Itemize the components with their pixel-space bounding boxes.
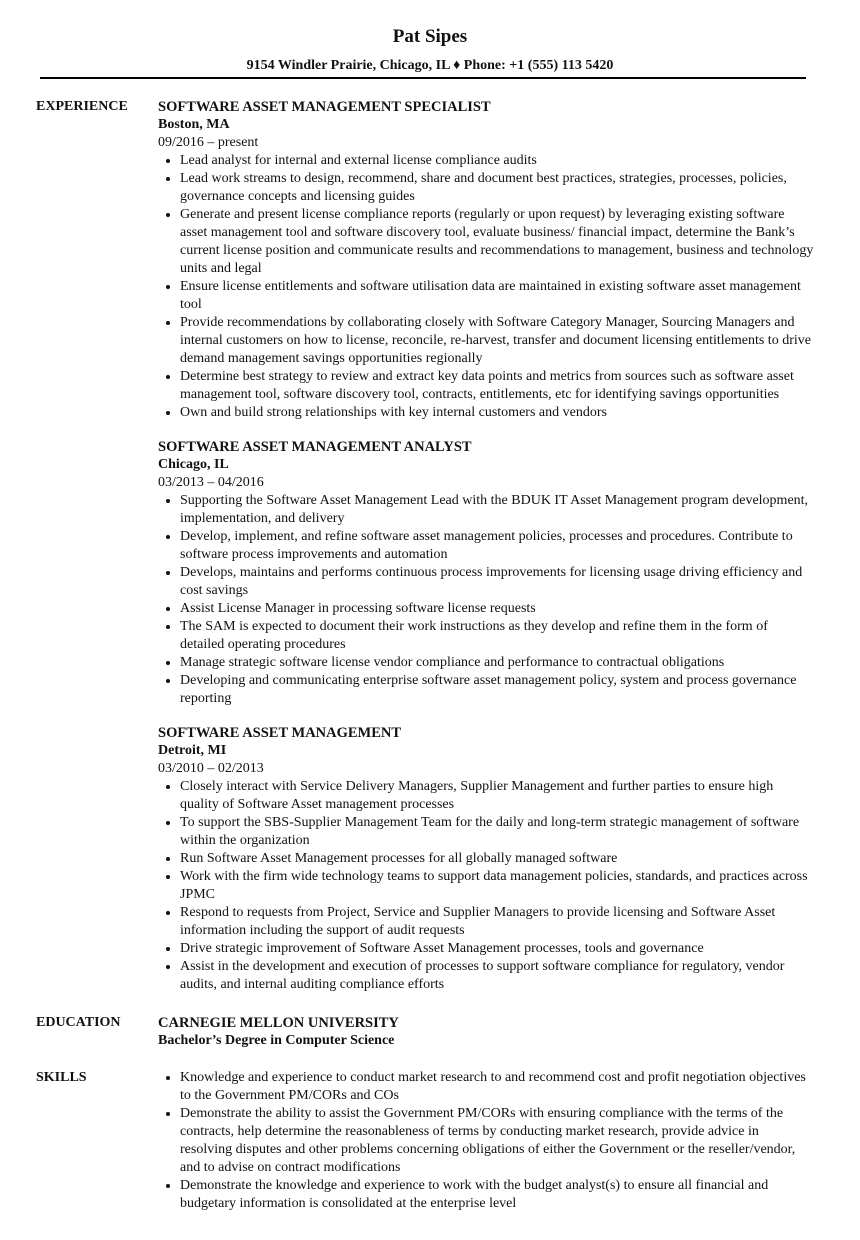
bullet-item: • Knowledge and experience to conduct market research to and recommend cost and profit negotiation objectives to the Government PM/CORs and COs <box>180 1069 814 1105</box>
job-title: SOFTWARE ASSET MANAGEMENT SPECIALIST <box>158 99 491 115</box>
bullet-item: • Own and build strong relationships with key internal customers and vendors <box>180 404 814 422</box>
job-location: Detroit, MI <box>158 743 227 758</box>
job-bullets <box>158 778 814 994</box>
education-body <box>158 1014 814 1050</box>
job-bullets <box>158 152 814 422</box>
section-label-experience: EXPERIENCE <box>36 99 128 114</box>
section-label-education: EDUCATION <box>36 1015 121 1030</box>
bullet-item: • Demonstrate the ability to assist the Government PM/CORs with ensuring compliance with the terms of the contracts, help determine the reasonableness of terms by conducting market research, provide advice in resolving disputes and other problems concerning obligations of either the Government or the reseller/vendor, and to advise on contract modifications <box>180 1105 814 1177</box>
job-bullets <box>158 492 814 708</box>
bullet-item: • Assist License Manager in processing software license requests <box>180 600 814 618</box>
degree-name: Bachelor’s Degree in Computer Science <box>158 1033 395 1048</box>
bullet-item: • To support the SBS-Supplier Management Team for the daily and long-term strategic management of software within the organization <box>180 814 814 850</box>
resume-header <box>0 26 860 75</box>
bullet-item: • Supporting the Software Asset Management Lead with the BDUK IT Asset Management program development, implementation, and delivery <box>180 492 814 528</box>
bullet-item: • Respond to requests from Project, Service and Supplier Managers to provide licensing and Software Asset information including the support of audit requests <box>180 904 814 940</box>
bullet-item: • Develop, implement, and refine software asset management policies, processes and procedures. Contribute to software process improvements and automation <box>180 528 814 564</box>
bullet-item: • Provide recommendations by collaborating closely with Software Category Manager, Sourcing Managers and internal customers on how to license, reconcile, re-harvest, transfer and document licensing entitlements to drive demand management savings opportunities regionally <box>180 314 814 368</box>
bullet-item: • Closely interact with Service Delivery Managers, Supplier Management and further parties to ensure high quality of Software Asset management processes <box>180 778 814 814</box>
job-title: SOFTWARE ASSET MANAGEMENT <box>158 725 402 741</box>
candidate-name: Pat Sipes <box>392 26 468 47</box>
job-entry <box>158 438 814 708</box>
job-entry <box>158 98 814 422</box>
job-location: Chicago, IL <box>158 457 229 472</box>
bullet-item: • Assist in the development and execution of processes to support software compliance for regulatory, vendor audits, and internal auditing compliance efforts <box>180 958 814 994</box>
resume-content <box>0 98 860 1213</box>
contact-line: 9154 Windler Prairie, Chicago, IL ♦ Phone: +1 (555) 113 5420 <box>246 58 614 73</box>
bullet-item: • Drive strategic improvement of Software Asset Management processes, tools and governance <box>180 940 814 958</box>
job-entry <box>158 724 814 994</box>
experience-body <box>158 98 814 1010</box>
bullet-item: • Determine best strategy to review and extract key data points and metrics from sources such as software asset management tool, software discovery tool, contracts, entitlements, etc for identifying savings opportunities <box>180 368 814 404</box>
bullet-item: • Ensure license entitlements and software utilisation data are maintained in existing software asset management tool <box>180 278 814 314</box>
job-title: SOFTWARE ASSET MANAGEMENT ANALYST <box>158 439 472 455</box>
bullet-item: • Developing and communicating enterprise software asset management policy, system and process governance reporting <box>180 672 814 708</box>
bullet-item: • Lead work streams to design, recommend, share and document best practices, strategies, processes, policies, governance concepts and licensing guides <box>180 170 814 206</box>
experience-section <box>0 98 860 1010</box>
bullet-item: • Lead analyst for internal and external license compliance audits <box>180 152 814 170</box>
bullet-item: • Manage strategic software license vendor compliance and performance to contractual obligations <box>180 654 814 672</box>
bullet-item: • The SAM is expected to document their work instructions as they develop and refine them in the form of detailed operating procedures <box>180 618 814 654</box>
bullet-item: • Generate and present license compliance reports (regularly or upon request) by leveraging existing software asset management tool and software discovery tool, evaluate business/ financial impact, determine the Bank’s current license position and communicate results and recommendations to management, business and technology units and legal <box>180 206 814 278</box>
job-dates: 09/2016 – present <box>158 135 259 150</box>
job-location: Boston, MA <box>158 117 230 132</box>
job-dates: 03/2013 – 04/2016 <box>158 475 264 490</box>
bullet-item: • Run Software Asset Management processes for all globally managed software <box>180 850 814 868</box>
bullet-item: • Develops, maintains and performs continuous process improvements for licensing usage driving efficiency and cost savings <box>180 564 814 600</box>
skills-section <box>0 1069 860 1213</box>
school-name: CARNEGIE MELLON UNIVERSITY <box>158 1015 399 1031</box>
bullet-item: • Demonstrate the knowledge and experience to work with the budget analyst(s) to ensure all financial and budgetary information is consolidated at the enterprise level <box>180 1177 814 1213</box>
header-divider <box>40 77 806 79</box>
job-dates: 03/2010 – 02/2013 <box>158 761 264 776</box>
bullet-item: • Work with the firm wide technology teams to support data management policies, standards, and practices across JPMC <box>180 868 814 904</box>
education-section <box>0 1014 860 1050</box>
skills-bullets <box>158 1069 814 1213</box>
section-label-skills: SKILLS <box>36 1070 87 1085</box>
skills-body <box>158 1069 814 1213</box>
